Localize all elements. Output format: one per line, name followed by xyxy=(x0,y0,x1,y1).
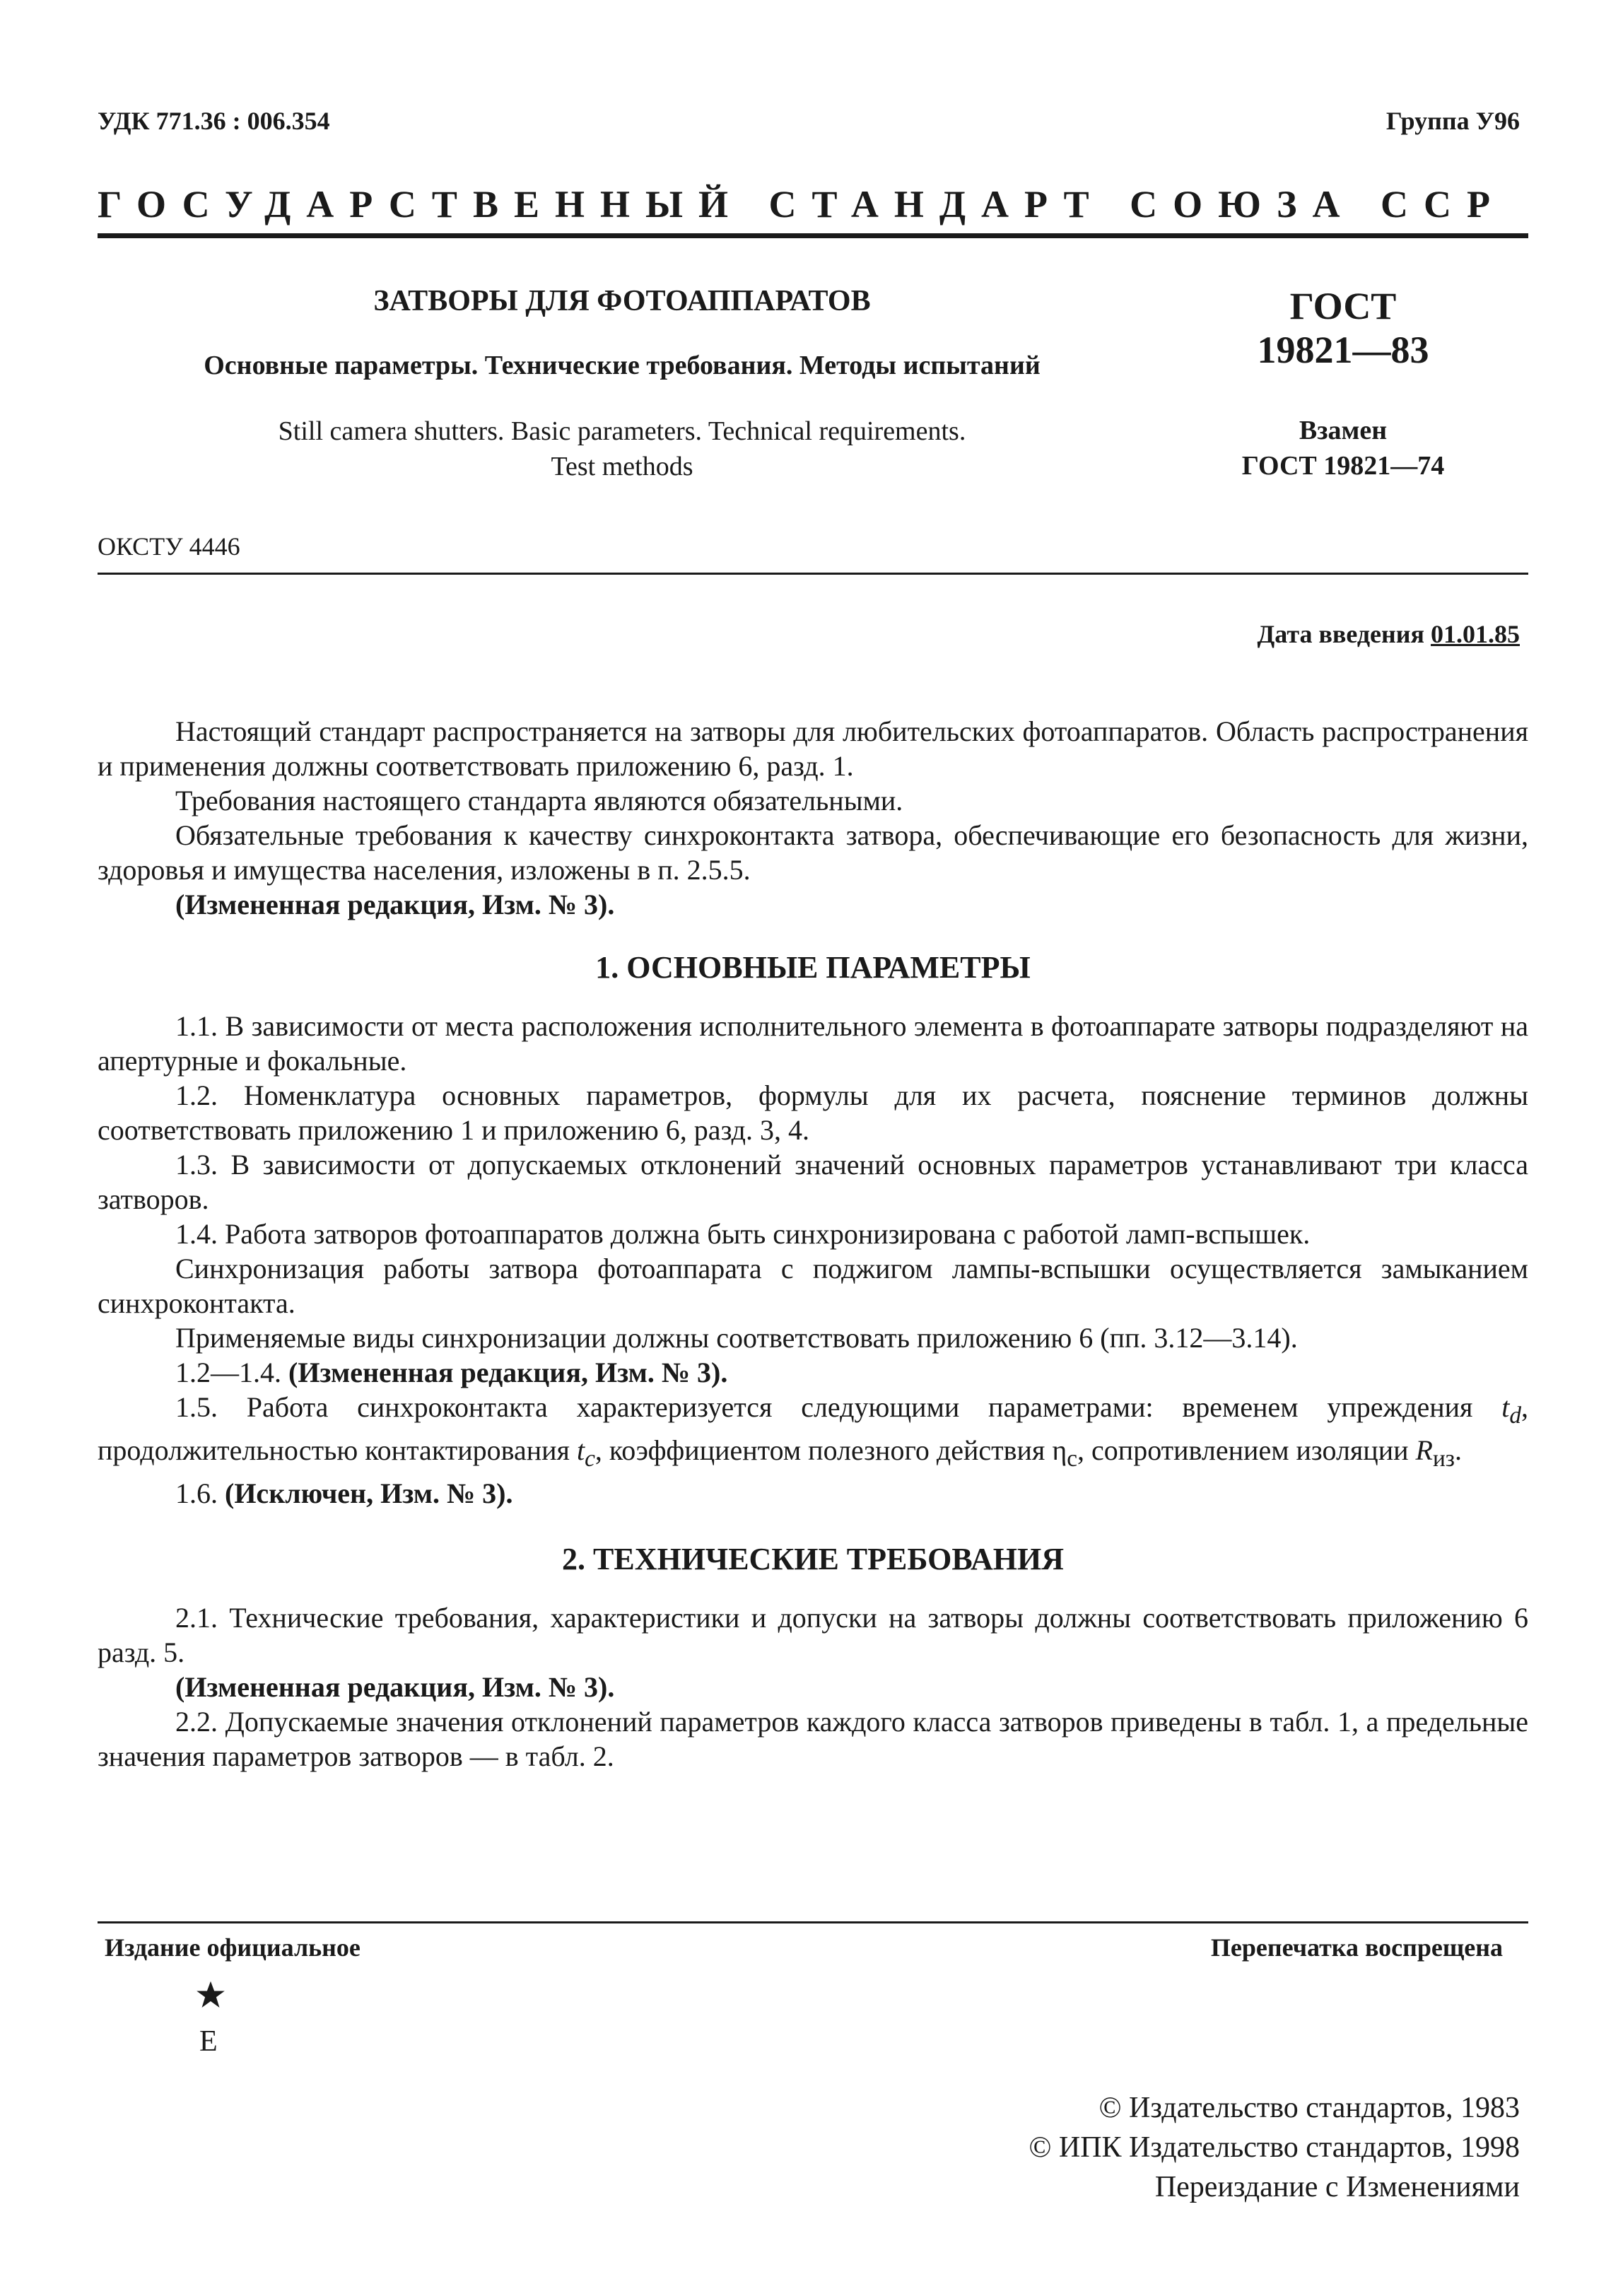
english-title-line1: Still camera shutters. Basic parameters. Technical requirements. xyxy=(278,416,966,446)
intro-date-label: Дата введения xyxy=(1257,620,1424,648)
clause-1-3: 1.3. В зависимости от допускаемых отклонений значений основных параметров устанавливают три класса затворов. xyxy=(98,1149,1528,1215)
header-rule xyxy=(98,233,1528,238)
clause-1-1: 1.1. В зависимости от места расположения исполнительного элемента в фотоаппарате затворы подразделяют на апертурные и фокальные. xyxy=(98,1010,1528,1077)
official-edition: Издание официальное xyxy=(105,1933,361,1962)
clause-2-1-amendment: (Измененная редакция, Изм. № 3). xyxy=(175,1671,615,1703)
english-title-line2: Test methods xyxy=(551,452,693,481)
clause-1-4: 1.4. Работа затворов фотоаппаратов должна быть синхронизирована с работой ламп-вспышек. xyxy=(175,1218,1311,1250)
section-2-heading: 2. ТЕХНИЧЕСКИЕ ТРЕБОВАНИЯ xyxy=(562,1542,1064,1576)
clause-1-5: 1.5. Работа синхроконтакта характеризуется следующими параметрами: временем упреждения $t_d$, продолжительностью контактирования $t_c$, коэффициентом полезного действия $\eta_c$, сопротивлением изоляции $R_{из}$. xyxy=(98,1391,1529,1472)
replaces-label: Взамен xyxy=(1299,416,1388,445)
amendment-note: (Измененная редакция, Изм. № 3). xyxy=(288,1357,728,1388)
clause-2-1: 2.1. Технические требования, характеристики и допуски на затворы должны соответствовать приложению 6 разд. 5. xyxy=(98,1602,1528,1668)
preamble-paragraph: Настоящий стандарт распространяется на затворы для любительских фотоаппаратов. Область распространения и применения должны соответствовать приложению 6, разд. 1. xyxy=(98,715,1528,782)
symbol-td: $t_d$ xyxy=(1501,1391,1522,1429)
reprint-prohibited: Перепечатка воспрещена xyxy=(1210,1933,1503,1962)
okstu-rule xyxy=(98,573,1528,575)
copyright-line: © ИПК Издательство стандартов, 1998 xyxy=(1029,2131,1520,2164)
clause-number: 1.6. xyxy=(175,1477,218,1509)
edition-mark: Е xyxy=(199,2025,218,2058)
clause-1-4-types: Применяемые виды синхронизации должны соответствовать приложению 6 (пп. 3.12—3.14). xyxy=(175,1322,1298,1354)
reissue-note: Переиздание с Изменениями xyxy=(1154,2171,1520,2203)
state-standard-banner: ГОСУДАРСТВЕННЫЙ СТАНДАРТ СОЮЗА ССР xyxy=(98,183,1506,226)
symbol-r: $R_{из}$ xyxy=(1415,1434,1455,1472)
clause-2-2: 2.2. Допускаемые значения отклонений параметров каждого класса затворов приведены в табл. 1, а предельные значения параметров затворов — в табл. 2. xyxy=(98,1706,1528,1772)
copyright-block xyxy=(813,2088,1520,2207)
group-code: Группа У96 xyxy=(1385,107,1520,135)
footer-rule xyxy=(98,1921,1528,1923)
clause-1-5-text: 1.5. Работа синхроконтакта характеризуется следующими параметрами: временем упреждения xyxy=(175,1391,1473,1423)
preamble-amendment: (Измененная редакция, Изм. № 3). xyxy=(175,889,615,920)
copyright-line: © Издательство стандартов, 1983 xyxy=(1098,2092,1520,2124)
amendment-note: (Исключен, Изм. № 3). xyxy=(225,1477,513,1509)
clause-number: 1.2—1.4. xyxy=(175,1357,281,1388)
star-icon xyxy=(195,1979,226,2010)
preamble-paragraph: Требования настоящего стандарта являются обязательными. xyxy=(175,785,903,816)
clause-1-2: 1.2. Номенклатура основных параметров, формулы для их расчета, пояснение терминов должны соответствовать приложению 1 и приложению 6, разд. 3, 4. xyxy=(98,1079,1528,1146)
clause-1-4-sync: Синхронизация работы затвора фотоаппарата с поджигом лампы-вспышки осуществляется замыканием синхроконтакта. xyxy=(98,1253,1528,1319)
gost-label: ГОСТ xyxy=(1289,285,1397,327)
udk-code: УДК 771.36 : 006.354 xyxy=(98,107,330,135)
replaced-gost: ГОСТ 19821—74 xyxy=(1241,451,1445,481)
gost-designation xyxy=(1159,284,1527,484)
section-1-heading: 1. ОСНОВНЫЕ ПАРАМЕТРЫ xyxy=(595,950,1031,985)
document-body xyxy=(98,714,1528,1774)
clause-1-6 xyxy=(98,1476,1528,1511)
preamble-paragraph: Обязательные требования к качеству синхроконтакта затвора, обеспечивающие его безопасность для жизни, здоровья и имущества населения, изложены в п. 2.5.5. xyxy=(98,819,1528,886)
gost-number: 19821—83 xyxy=(1257,329,1429,371)
symbol-eta: $\eta_c$ xyxy=(1052,1434,1078,1472)
okstu-code: ОКСТУ 4446 xyxy=(98,532,240,561)
symbol-tc: $t_c$ xyxy=(576,1434,595,1472)
intro-date-value: 01.01.85 xyxy=(1431,620,1520,648)
clause-1-2-1-4-amendment xyxy=(98,1355,1528,1390)
introduction-date xyxy=(1258,619,1521,649)
english-title xyxy=(113,414,1131,484)
document-subtitle: Основные параметры. Технические требования. Методы испытаний xyxy=(204,351,1041,380)
document-title: ЗАТВОРЫ ДЛЯ ФОТОАППАРАТОВ xyxy=(373,285,871,317)
